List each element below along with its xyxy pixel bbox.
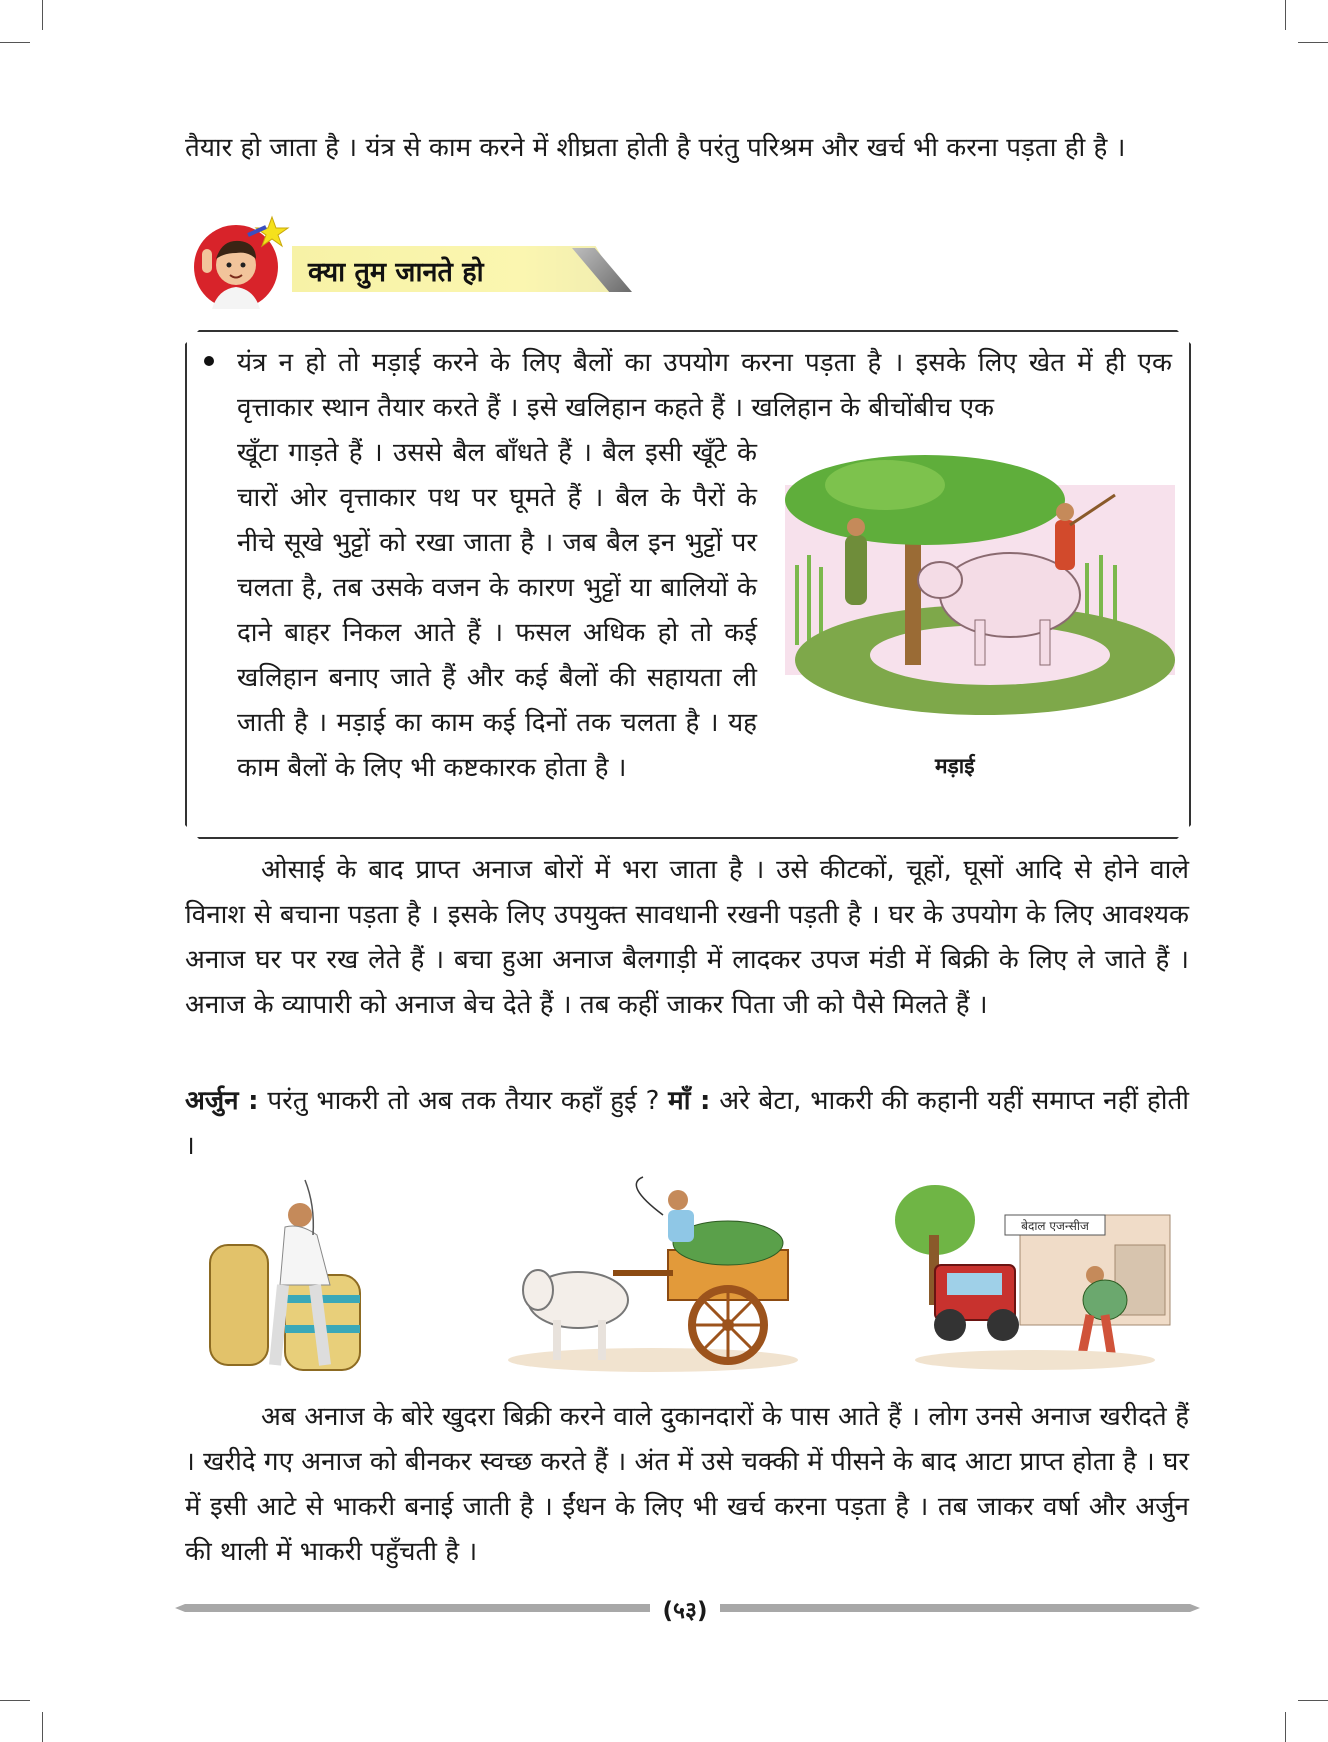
ending-paragraph: अब अनाज के बोरे खुदरा बिक्री करने वाले दुकानदारों के पास आते हैं । लोग उनसे अनाज खरीदते हैं । खरीदे गए अनाज को बीनकर स्वच्छ करते हैं । अंत में उसे चक्की में पीसने के बाद आटा प्राप्त होता है । घर में इसी आटे से भाकरी बनाई जाती है । ईंधन के लिए भी खर्च करना पड़ता है । तब जाकर वर्षा और अर्जुन की थाली में भाकरी पहुँचती है । <box>185 1402 1189 1567</box>
box-text-full: यंत्र न हो तो मड़ाई करने के लिए बैलों का उपयोग करना पड़ता है । इसके लिए खेत में ही एक वृत्ताकार स्थान तैयार करते हैं । इसे खलिहान कहते हैं । खलिहान के बीचोंबीच एक <box>237 348 1172 423</box>
page-number: (५३) <box>662 1598 708 1624</box>
dialogue-paragraph <box>185 1079 1189 1169</box>
intro-paragraph: तैयार हो जाता है । यंत्र से काम करने में शीघ्रता होती है परंतु परिश्रम और खर्च भी करना पड़ता ही है । <box>185 133 1126 163</box>
footer-rule-right <box>720 1604 1200 1612</box>
bullock-cart-illustration <box>503 1175 798 1375</box>
speaker-mother: माँ : <box>668 1086 711 1116</box>
bullet-icon <box>204 356 214 366</box>
did-you-know-title: क्या तुम जानते हो <box>308 257 484 288</box>
thinking-boy-icon <box>188 213 293 313</box>
crop-mark <box>1298 42 1328 43</box>
threshing-caption: मड़ाई <box>935 754 975 778</box>
crop-mark <box>1298 1700 1328 1701</box>
crop-mark <box>42 1712 43 1742</box>
box-text-narrow: खूँटा गाड़ते हैं । उससे बैल बाँधते हैं । बैल इसी खूँटे के चारों ओर वृत्ताकार पथ पर घूमते हैं । बैल के पैरों के नीचे सूखे भुट्टों को रखा जाता है । जब बैल इन भुट्टों पर चलता है, तब उसके वजन के कारण भुट्टों या बालियों के दाने बाहर निकल आते हैं । फसल अधिक हो तो कई खलिहान बनाए जाते हैं और कई बैलों की सहायता ली जाती है । मड़ाई का काम कई दिनों तक चलता है । यह काम बैलों के लिए भी कष्टकारक होता है । <box>237 438 757 783</box>
crop-mark <box>1285 0 1286 30</box>
speaker-arjun: अर्जुन : <box>185 1086 259 1116</box>
crop-mark <box>1285 1712 1286 1742</box>
crop-mark <box>0 42 30 43</box>
footer-rule-left <box>175 1604 650 1612</box>
threshing-illustration <box>785 455 1175 735</box>
did-you-know-header <box>188 213 648 313</box>
storage-paragraph: ओसाई के बाद प्राप्त अनाज बोरों में भरा जाता है । उसे कीटकों, चूहों, घूसों आदि से होने वाले विनाश से बचाना पड़ता है । इसके लिए उपयुक्त सावधानी रखनी पड़ती है । घर के उपयोग के लिए आवश्यक अनाज घर पर रख लेते हैं । बचा हुआ अनाज बैलगाड़ी में लादकर उपज मंडी में बिक्री के लिए ले जाते हैं । अनाज के व्यापारी को अनाज बेच देते हैं । तब कहीं जाकर पिता जी को पैसे मिलते हैं । <box>185 855 1189 1020</box>
crop-mark <box>0 1700 30 1701</box>
crop-mark <box>42 0 43 30</box>
market-sign-text: बेदाल एजन्सीज <box>1021 1219 1089 1233</box>
mother-line: अरे बेटा, भाकरी की कहानी यहीं समाप्त नहीं होती । <box>185 1086 1190 1161</box>
grain-market-illustration <box>895 1175 1175 1375</box>
arjun-line: परंतु भाकरी तो अब तक तैयार कहाँ हुई ? <box>258 1086 669 1116</box>
sack-filling-illustration <box>205 1175 380 1390</box>
